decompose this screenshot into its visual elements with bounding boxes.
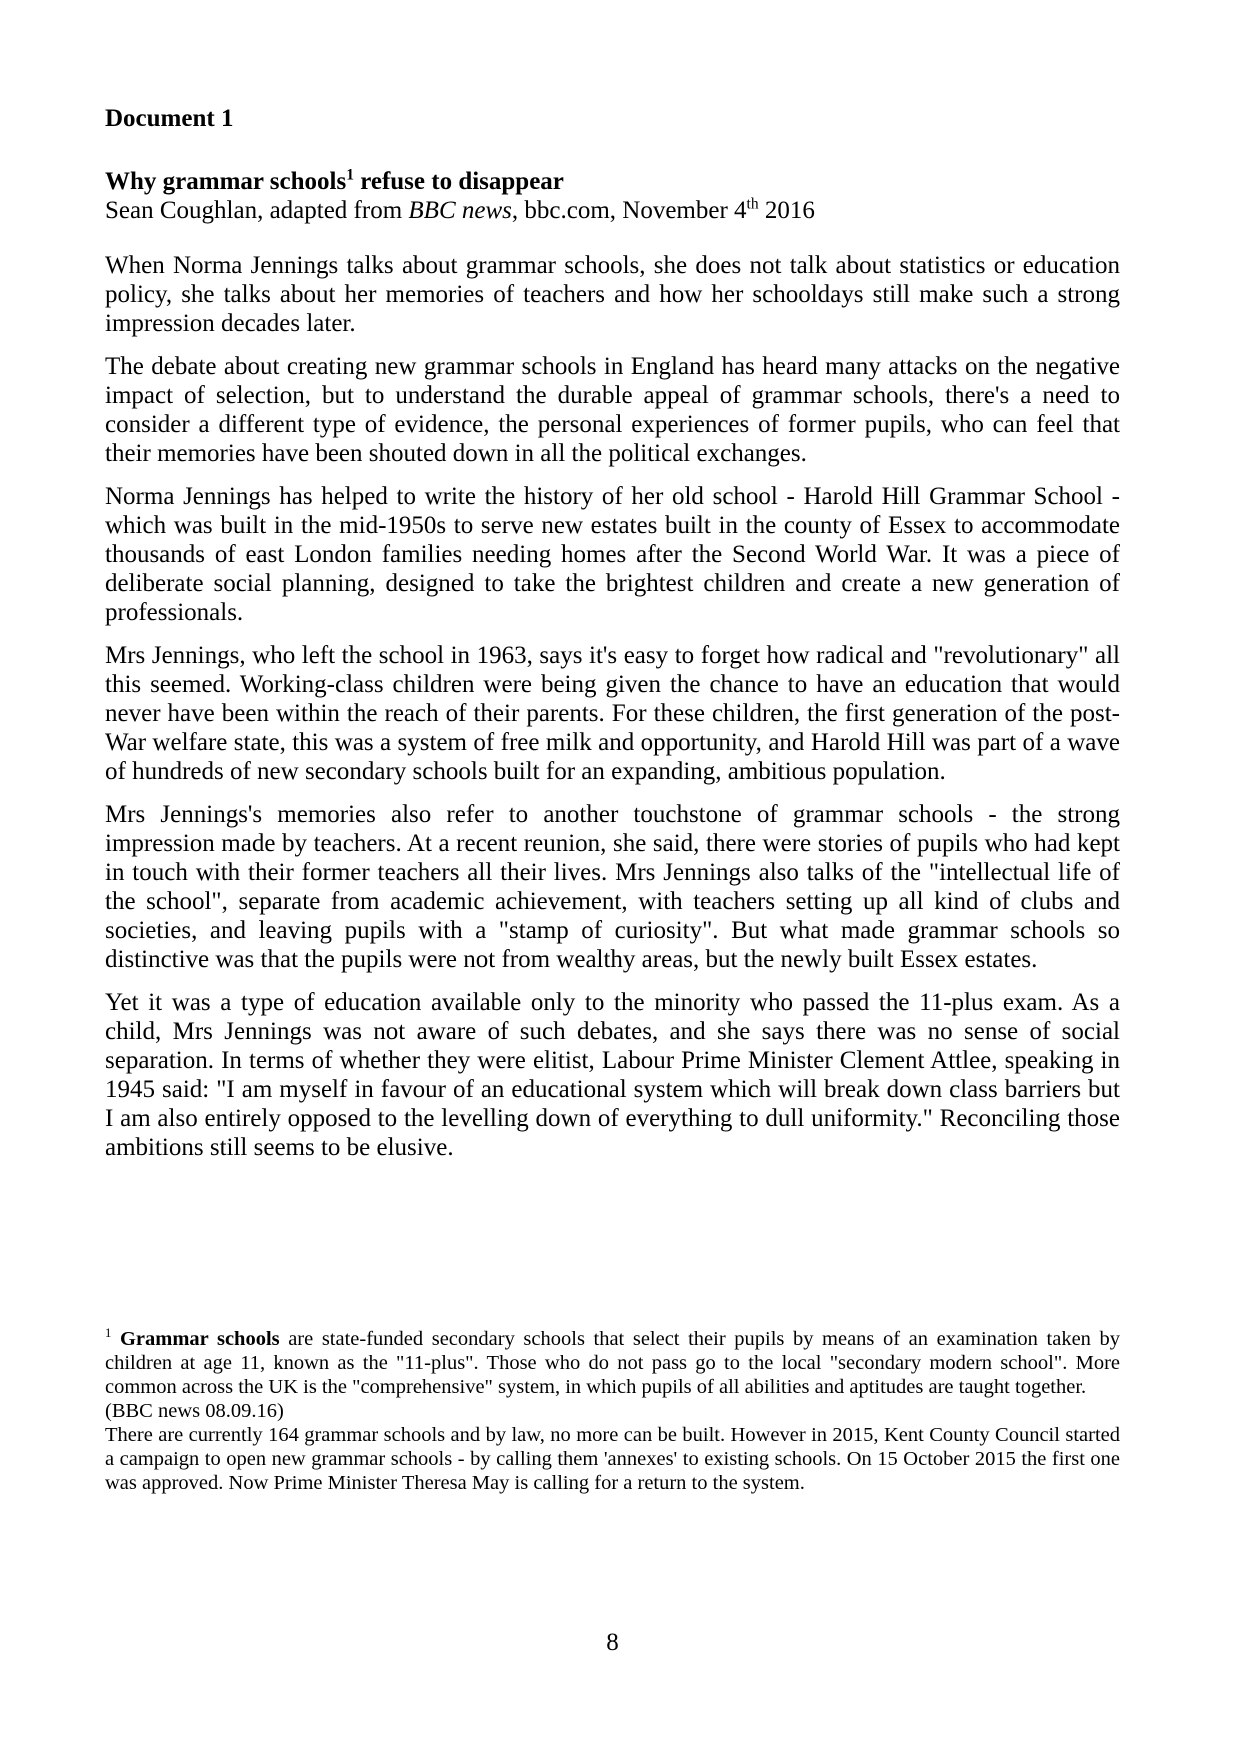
byline-date-ordinal-suffix: th <box>746 195 759 213</box>
article-content <box>105 104 1120 1176</box>
article-title-rest: refuse to disappear <box>353 168 564 195</box>
footnote-section <box>105 1327 1120 1495</box>
byline-author: Sean Coughlan, adapted from <box>105 197 409 224</box>
byline-source-name: BBC news <box>408 197 512 224</box>
article-paragraph: Mrs Jennings, who left the school in 1963, says it's easy to forget how radical and "revolutionary" all this seemed. Working-class children were being given the chance to have an education that would never have been within the reach of their parents. For these children, the first generation of the post-War welfare state, this was a system of free milk and opportunity, and Harold Hill was part of a wave of hundreds of new secondary schools built for an expanding, ambitious population. <box>105 642 1120 785</box>
article-paragraph: The debate about creating new grammar schools in England has heard many attacks on the negative impact of selection, but to understand the durable appeal of grammar schools, there's a need to consider a different type of evidence, the personal experiences of former pupils, who can feel that their memories have been shouted down in all the political exchanges. <box>105 353 1120 467</box>
footnote-marker: 1 <box>105 1326 112 1341</box>
footnote-definition <box>105 1327 1120 1399</box>
article-paragraph: When Norma Jennings talks about grammar schools, she does not talk about statistics or education policy, she talks about her memories of teachers and how her schooldays still make such a strong impression decades later. <box>105 252 1120 337</box>
byline-year: 2016 <box>758 197 815 224</box>
article-body <box>105 251 1120 1162</box>
article-paragraph: Mrs Jennings's memories also refer to another touchstone of grammar schools - the strong impression made by teachers. At a recent reunion, she said, there were stories of pupils who had kept in touch with their former teachers all their lives. Mrs Jennings also talks of the "intellectual life of the school", separate from academic achievement, with teachers setting up all kind of clubs and societies, and leaving pupils with a "stamp of curiosity". But what made grammar schools so distinctive was that the pupils were not from wealthy areas, but the newly built Essex estates. <box>105 801 1120 973</box>
title-footnote-ref: 1 <box>346 166 354 184</box>
footnote-definition-text: are state-funded secondary schools that select their pupils by means of an examination taken by children at age 11, known as the "11-plus". Those who do not pass go to the local "secondary modern school". More common across the UK is the "comprehensive" system, in which pupils of all abilities and aptitudes are taught together. <box>105 1328 1121 1398</box>
article-paragraph: Norma Jennings has helped to write the history of her old school - Harold Hill Grammar School - which was built in the mid-1950s to serve new estates built in the county of Essex to accommodate thousands of east London families needing homes after the Second World War. It was a piece of deliberate social planning, designed to take the brightest children and create a new generation of professionals. <box>105 483 1120 626</box>
article-title <box>105 167 1120 196</box>
page-number: 8 <box>606 1629 619 1656</box>
article-paragraph: Yet it was a type of education available only to the minority who passed the 11-plus exam. As a child, Mrs Jennings was not aware of such debates, and she says there was no sense of social separation. In terms of whether they were elitist, Labour Prime Minister Clement Attlee, speaking in 1945 said: "I am myself in favour of an educational system which will break down class barriers but I am also entirely opposed to the levelling down of everything to dull uniformity." Reconciling those ambitions still seems to be elusive. <box>105 989 1120 1161</box>
byline-site-and-date: , bbc.com, November 4 <box>511 197 747 224</box>
article-byline <box>105 196 1120 225</box>
document-section-label: Document 1 <box>105 105 234 132</box>
footnote-source-citation: (BBC news 08.09.16) <box>105 1400 284 1422</box>
footnote-second-paragraph: There are currently 164 grammar schools and by law, no more can be built. However in 2015, Kent County Council started a campaign to open new grammar schools - by calling them 'annexes' to existing schools. On 15 October 2015 the first one was approved. Now Prime Minister Theresa May is calling for a return to the system. <box>105 1424 1120 1494</box>
article-title-text: Why grammar schools <box>105 168 347 195</box>
footnote-term: Grammar schools <box>119 1328 280 1350</box>
